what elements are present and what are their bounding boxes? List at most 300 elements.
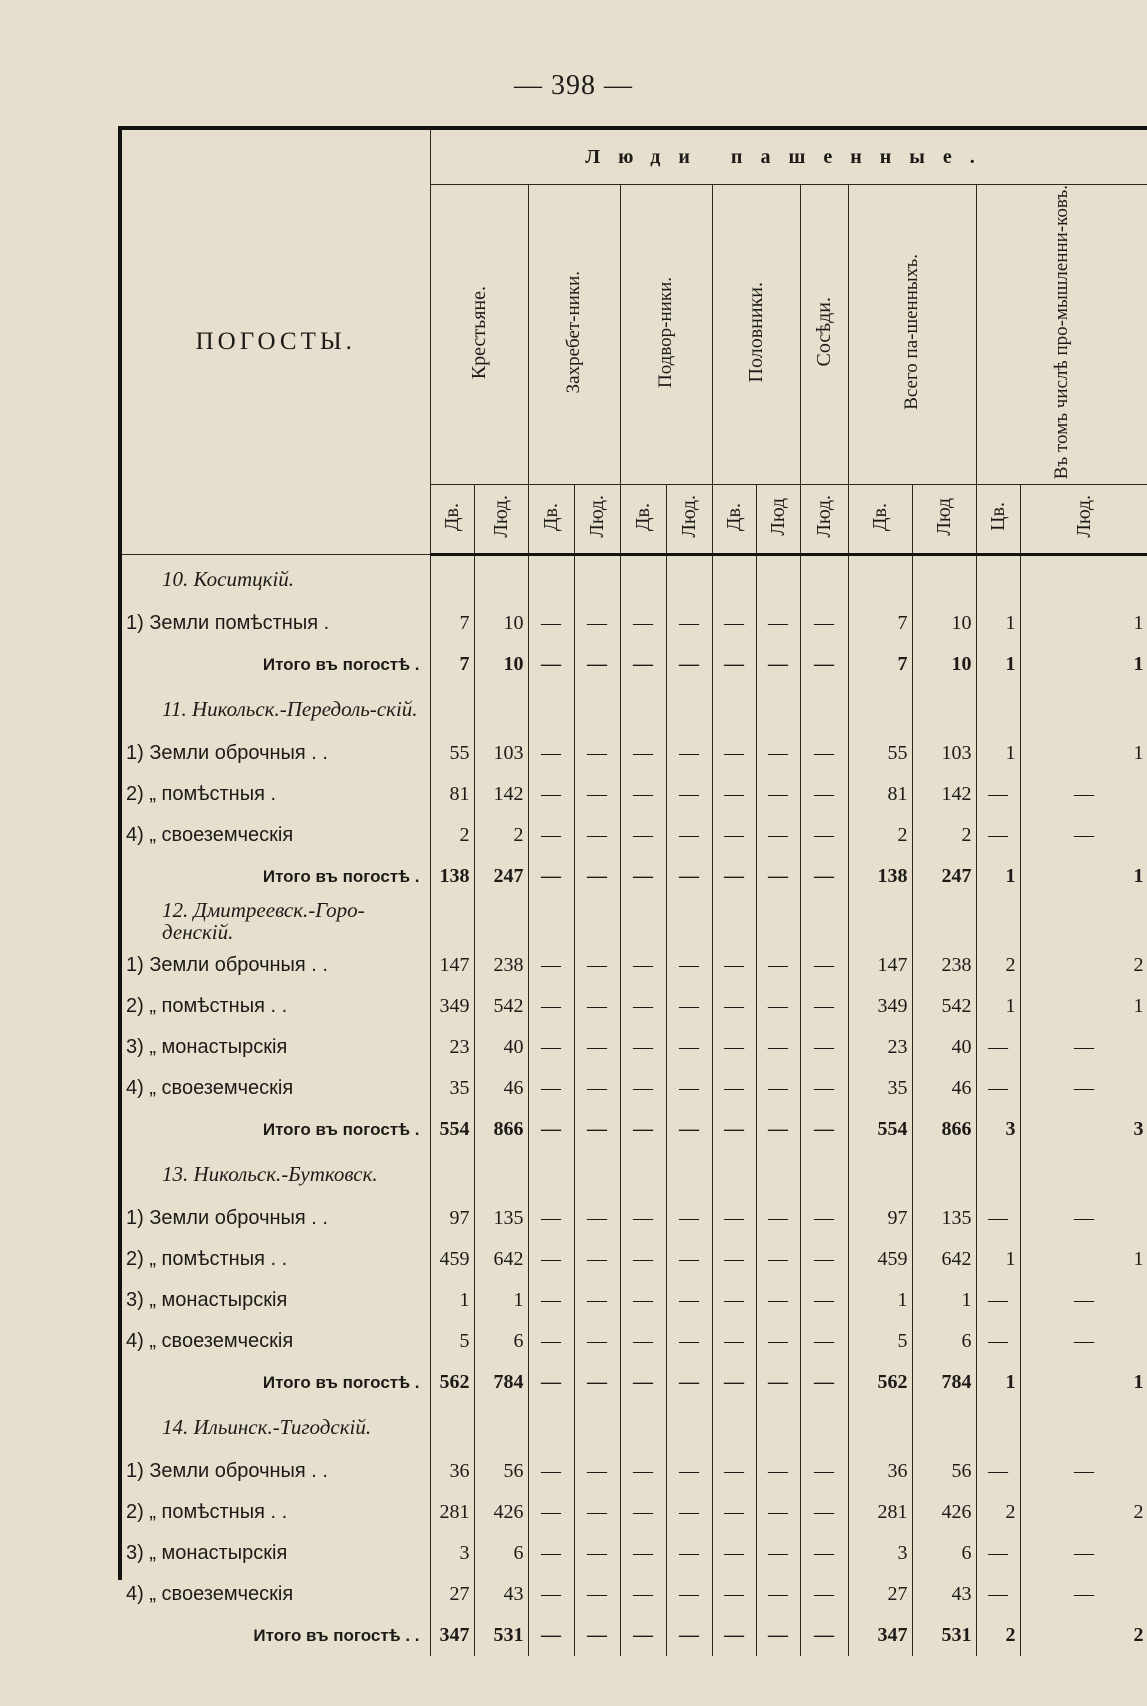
table-cell (1020, 685, 1147, 733)
row-label: 2) „ помѣстныя . . (122, 1492, 430, 1533)
table-cell: — (620, 945, 666, 986)
table-cell: 426 (912, 1492, 976, 1533)
table-cell: — (1020, 815, 1147, 856)
table-cell: — (712, 815, 756, 856)
row-label: 4) „ своеземческія (122, 815, 430, 856)
total-row (122, 1615, 1147, 1656)
table-cell: — (574, 1574, 620, 1615)
table-cell (574, 685, 620, 733)
table-cell: — (712, 1027, 756, 1068)
table-cell: — (1020, 1027, 1147, 1068)
row-label: Итого въ погостѣ . (122, 644, 430, 685)
table-cell: 7 (430, 603, 474, 644)
table-cell (848, 685, 912, 733)
table-cell: 1 (1020, 1362, 1147, 1403)
table-cell: 1 (1020, 986, 1147, 1027)
table-cell: 1 (976, 733, 1020, 774)
table-cell: 542 (912, 986, 976, 1027)
table-cell: — (574, 1533, 620, 1574)
table-cell (912, 1403, 976, 1451)
table-cell: — (528, 1239, 574, 1280)
table-cell: 1 (1020, 1239, 1147, 1280)
table-cell: 55 (430, 733, 474, 774)
table-cell (800, 897, 848, 945)
table-cell (430, 1150, 474, 1198)
table-cell: — (574, 1068, 620, 1109)
table-cell (712, 555, 756, 604)
table-cell (712, 1150, 756, 1198)
table-cell: — (528, 856, 574, 897)
table-cell: — (620, 733, 666, 774)
table-cell (756, 1150, 800, 1198)
table-cell: — (528, 1533, 574, 1574)
table-cell: 135 (912, 1198, 976, 1239)
table-cell: 247 (912, 856, 976, 897)
statistics-table (122, 130, 1147, 1656)
table-cell: — (574, 1109, 620, 1150)
header-col-total-plowing (848, 185, 976, 485)
row-label: 14. Ильинск.-Тигодскій. (122, 1403, 430, 1451)
table-cell: 97 (848, 1198, 912, 1239)
table-cell: — (666, 1451, 712, 1492)
table-cell (474, 1150, 528, 1198)
table-cell: 784 (474, 1362, 528, 1403)
statistics-table-frame (118, 126, 1147, 1647)
table-cell: 97 (430, 1198, 474, 1239)
table-row (122, 986, 1147, 1027)
table-cell (528, 685, 574, 733)
table-cell (474, 897, 528, 945)
table-cell: — (800, 1615, 848, 1656)
table-cell (976, 897, 1020, 945)
table-cell: — (756, 1239, 800, 1280)
table-row (122, 774, 1147, 815)
table-cell: — (800, 815, 848, 856)
table-cell: — (666, 1574, 712, 1615)
table-cell (976, 685, 1020, 733)
table-cell (574, 555, 620, 604)
table-cell: — (756, 733, 800, 774)
table-cell (712, 1403, 756, 1451)
table-cell: — (1020, 1068, 1147, 1109)
table-cell (430, 555, 474, 604)
table-cell (528, 1150, 574, 1198)
table-cell: 138 (430, 856, 474, 897)
subheader: Дв. (712, 485, 756, 555)
header-col-label: Половники. (744, 281, 767, 383)
table-cell: — (756, 986, 800, 1027)
row-label: 1) Земли оброчныя . . (122, 1198, 430, 1239)
table-cell: — (620, 1615, 666, 1656)
table-cell: — (976, 1321, 1020, 1362)
table-cell: — (666, 1109, 712, 1150)
table-cell: — (574, 603, 620, 644)
table-cell: 5 (430, 1321, 474, 1362)
table-cell: 247 (474, 856, 528, 897)
table-cell: — (528, 1615, 574, 1656)
row-label: Итого въ погостѣ . (122, 856, 430, 897)
table-cell: — (712, 1451, 756, 1492)
row-label: 4) „ своеземческія (122, 1574, 430, 1615)
table-cell: — (574, 1321, 620, 1362)
table-cell: 7 (430, 644, 474, 685)
table-cell: 5 (848, 1321, 912, 1362)
table-cell: 562 (430, 1362, 474, 1403)
table-cell (1020, 897, 1147, 945)
table-cell: — (756, 815, 800, 856)
table-cell: 642 (474, 1239, 528, 1280)
total-row (122, 1362, 1147, 1403)
table-cell: — (976, 815, 1020, 856)
table-row (122, 1321, 1147, 1362)
table-cell (666, 555, 712, 604)
table-cell: — (528, 1198, 574, 1239)
table-row (122, 1198, 1147, 1239)
header-col-label: Всего па-шенныхъ. (901, 254, 922, 411)
subheader: Цв. (976, 485, 1020, 555)
table-cell: — (528, 1027, 574, 1068)
table-cell: — (800, 1492, 848, 1533)
table-row (122, 1451, 1147, 1492)
table-cell: 2 (1020, 1492, 1147, 1533)
table-cell: — (574, 986, 620, 1027)
table-cell: — (756, 856, 800, 897)
table-cell: 1 (976, 986, 1020, 1027)
table-cell: 349 (430, 986, 474, 1027)
table-cell: — (666, 1198, 712, 1239)
table-cell: 554 (430, 1109, 474, 1150)
header-col-zakhrebetniki (528, 185, 620, 485)
table-cell: 6 (912, 1533, 976, 1574)
table-cell: 142 (912, 774, 976, 815)
table-row (122, 1492, 1147, 1533)
table-cell: — (528, 1451, 574, 1492)
table-cell: — (712, 774, 756, 815)
table-cell: 6 (474, 1533, 528, 1574)
table-cell: — (756, 1451, 800, 1492)
table-cell: — (528, 733, 574, 774)
table-cell (1020, 555, 1147, 604)
table-cell (848, 897, 912, 945)
table-cell: — (620, 1198, 666, 1239)
table-cell: — (666, 815, 712, 856)
header-col-label: Крестьяне. (467, 285, 490, 379)
table-cell (620, 685, 666, 733)
table-cell: 35 (430, 1068, 474, 1109)
page-number: — 398 — (514, 70, 633, 101)
section-row (122, 1150, 1147, 1198)
table-cell: — (620, 986, 666, 1027)
table-cell: 1 (976, 644, 1020, 685)
table-cell: 531 (912, 1615, 976, 1656)
section-row (122, 555, 1147, 604)
table-cell (848, 1403, 912, 1451)
table-cell: 46 (474, 1068, 528, 1109)
section-row (122, 685, 1147, 733)
table-cell: — (756, 644, 800, 685)
table-cell (474, 685, 528, 733)
table-cell (756, 1403, 800, 1451)
table-cell: 866 (912, 1109, 976, 1150)
table-cell: — (800, 774, 848, 815)
table-cell: 135 (474, 1198, 528, 1239)
row-label: Итого въ погостѣ . (122, 1109, 430, 1150)
table-cell: — (712, 1362, 756, 1403)
subheader: Люд. (666, 485, 712, 555)
table-cell: — (666, 1362, 712, 1403)
table-cell: — (574, 1239, 620, 1280)
table-cell: — (574, 644, 620, 685)
table-cell: — (620, 1533, 666, 1574)
table-cell (912, 555, 976, 604)
table-cell (666, 897, 712, 945)
table-cell: 2 (912, 815, 976, 856)
table-cell: — (620, 644, 666, 685)
table-cell: — (666, 1492, 712, 1533)
row-label: 13. Никольск.-Бутковск. (122, 1150, 430, 1198)
table-cell: 6 (474, 1321, 528, 1362)
table-cell: 81 (430, 774, 474, 815)
table-cell: 40 (912, 1027, 976, 1068)
table-cell (574, 1150, 620, 1198)
table-cell: — (528, 1109, 574, 1150)
table-cell (620, 555, 666, 604)
table-cell: — (574, 856, 620, 897)
table-cell: — (712, 1574, 756, 1615)
table-cell: — (574, 1027, 620, 1068)
table-cell: — (620, 603, 666, 644)
table-cell: 23 (430, 1027, 474, 1068)
table-cell: 349 (848, 986, 912, 1027)
table-cell (620, 1403, 666, 1451)
table-cell: — (1020, 1574, 1147, 1615)
table-cell: — (528, 1321, 574, 1362)
table-cell: — (574, 1198, 620, 1239)
table-row (122, 945, 1147, 986)
row-label: 3) „ монастырскія (122, 1533, 430, 1574)
table-cell: 1 (474, 1280, 528, 1321)
table-cell: — (620, 815, 666, 856)
table-cell: — (800, 1239, 848, 1280)
table-row (122, 1027, 1147, 1068)
table-cell: 347 (848, 1615, 912, 1656)
table-cell: — (574, 945, 620, 986)
table-cell (800, 555, 848, 604)
table-cell (912, 685, 976, 733)
table-cell: 2 (430, 815, 474, 856)
table-cell: — (574, 815, 620, 856)
table-cell: 35 (848, 1068, 912, 1109)
subheader: Дв. (430, 485, 474, 555)
table-cell: 142 (474, 774, 528, 815)
table-cell: 866 (474, 1109, 528, 1150)
table-cell: — (976, 1280, 1020, 1321)
table-cell: 2 (1020, 1615, 1147, 1656)
table-cell (666, 685, 712, 733)
table-cell: — (976, 1451, 1020, 1492)
table-cell: 10 (474, 603, 528, 644)
table-cell: — (800, 1362, 848, 1403)
table-body (122, 555, 1147, 1657)
table-cell: 2 (474, 815, 528, 856)
subheader: Люд. (474, 485, 528, 555)
row-label: 1) Земли оброчныя . . (122, 945, 430, 986)
table-cell: — (620, 1574, 666, 1615)
table-cell: 147 (848, 945, 912, 986)
table-cell: — (756, 1492, 800, 1533)
table-cell: — (800, 1198, 848, 1239)
table-cell: 147 (430, 945, 474, 986)
subheader: Люд. (1020, 485, 1147, 555)
table-cell: — (528, 1068, 574, 1109)
table-cell: — (756, 1362, 800, 1403)
table-cell: — (976, 1574, 1020, 1615)
table-cell: — (800, 1533, 848, 1574)
row-label: 3) „ монастырскія (122, 1027, 430, 1068)
table-cell: — (712, 945, 756, 986)
table-cell: 103 (474, 733, 528, 774)
table-cell: — (756, 1321, 800, 1362)
table-cell: — (666, 1321, 712, 1362)
table-cell: — (666, 1239, 712, 1280)
table-cell: — (712, 1615, 756, 1656)
table-cell (666, 1150, 712, 1198)
subheader: Дв. (620, 485, 666, 555)
table-cell: — (712, 856, 756, 897)
table-cell: 27 (430, 1574, 474, 1615)
table-cell: — (756, 1198, 800, 1239)
table-cell (430, 1403, 474, 1451)
table-cell: — (666, 945, 712, 986)
table-cell: — (574, 1615, 620, 1656)
table-cell: — (528, 815, 574, 856)
header-col-sosedi (800, 185, 848, 485)
table-cell: 3 (430, 1533, 474, 1574)
table-row (122, 733, 1147, 774)
table-cell: — (1020, 1451, 1147, 1492)
table-row (122, 1239, 1147, 1280)
table-cell: — (620, 1109, 666, 1150)
table-cell: — (528, 774, 574, 815)
table-cell: — (528, 603, 574, 644)
table-cell: — (976, 1068, 1020, 1109)
table-cell: 238 (474, 945, 528, 986)
table-cell: — (528, 1574, 574, 1615)
table-cell: — (574, 1492, 620, 1533)
table-cell: — (800, 1109, 848, 1150)
subheader: Люд. (800, 485, 848, 555)
row-label: 4) „ своеземческія (122, 1068, 430, 1109)
table-cell: — (800, 733, 848, 774)
table-cell: — (976, 1198, 1020, 1239)
table-cell: 1 (1020, 733, 1147, 774)
table-cell: — (756, 945, 800, 986)
subheader: Люд (912, 485, 976, 555)
table-cell (474, 555, 528, 604)
table-cell: — (800, 856, 848, 897)
table-cell: 103 (912, 733, 976, 774)
table-cell (848, 1150, 912, 1198)
table-cell: — (756, 1574, 800, 1615)
table-cell: — (666, 986, 712, 1027)
table-cell: 642 (912, 1239, 976, 1280)
section-row (122, 897, 1147, 945)
table-header (122, 130, 1147, 555)
table-cell: — (620, 1027, 666, 1068)
table-cell: — (666, 603, 712, 644)
table-cell: 531 (474, 1615, 528, 1656)
table-cell (620, 1150, 666, 1198)
table-cell: 347 (430, 1615, 474, 1656)
table-cell: — (712, 1068, 756, 1109)
table-cell (1020, 1150, 1147, 1198)
table-cell: 56 (474, 1451, 528, 1492)
table-row (122, 1533, 1147, 1574)
table-cell: — (712, 986, 756, 1027)
table-cell: — (574, 1280, 620, 1321)
table-cell: 426 (474, 1492, 528, 1533)
table-cell: — (666, 1280, 712, 1321)
subheader: Дв. (528, 485, 574, 555)
table-cell: 1 (976, 1362, 1020, 1403)
table-cell: — (712, 1533, 756, 1574)
table-cell (574, 1403, 620, 1451)
table-cell: 2 (976, 1615, 1020, 1656)
table-cell: — (528, 1362, 574, 1403)
table-cell: — (666, 644, 712, 685)
table-cell: — (712, 1321, 756, 1362)
row-label: 3) „ монастырскія (122, 1280, 430, 1321)
table-cell: — (800, 1574, 848, 1615)
table-cell (848, 555, 912, 604)
table-cell: — (756, 603, 800, 644)
header-col-label: Захребет-ники. (563, 270, 584, 394)
subheader: Люд. (574, 485, 620, 555)
table-cell: 1 (976, 856, 1020, 897)
table-cell: 1 (430, 1280, 474, 1321)
table-cell: 36 (430, 1451, 474, 1492)
table-cell: — (712, 1280, 756, 1321)
table-row (122, 1068, 1147, 1109)
table-cell (620, 897, 666, 945)
header-col-polovniki (712, 185, 800, 485)
row-label: 1) Земли оброчныя . . (122, 1451, 430, 1492)
table-cell (976, 1403, 1020, 1451)
table-cell: — (528, 644, 574, 685)
header-col-label: Сосѣди. (812, 297, 835, 367)
table-cell: 1 (912, 1280, 976, 1321)
table-cell: — (756, 1280, 800, 1321)
table-cell (712, 897, 756, 945)
table-cell (474, 1403, 528, 1451)
table-cell (976, 555, 1020, 604)
table-cell (800, 1150, 848, 1198)
table-cell: 27 (848, 1574, 912, 1615)
table-cell: 2 (976, 945, 1020, 986)
table-row (122, 815, 1147, 856)
table-cell: — (666, 733, 712, 774)
table-cell (430, 897, 474, 945)
header-col-label: Подвор-ники. (655, 276, 676, 388)
table-cell: — (528, 986, 574, 1027)
table-cell: — (666, 1027, 712, 1068)
table-cell: — (756, 1615, 800, 1656)
table-cell: — (666, 1615, 712, 1656)
table-cell: 23 (848, 1027, 912, 1068)
row-label: 2) „ помѣстныя . . (122, 986, 430, 1027)
table-cell: 3 (848, 1533, 912, 1574)
table-cell: — (800, 1068, 848, 1109)
